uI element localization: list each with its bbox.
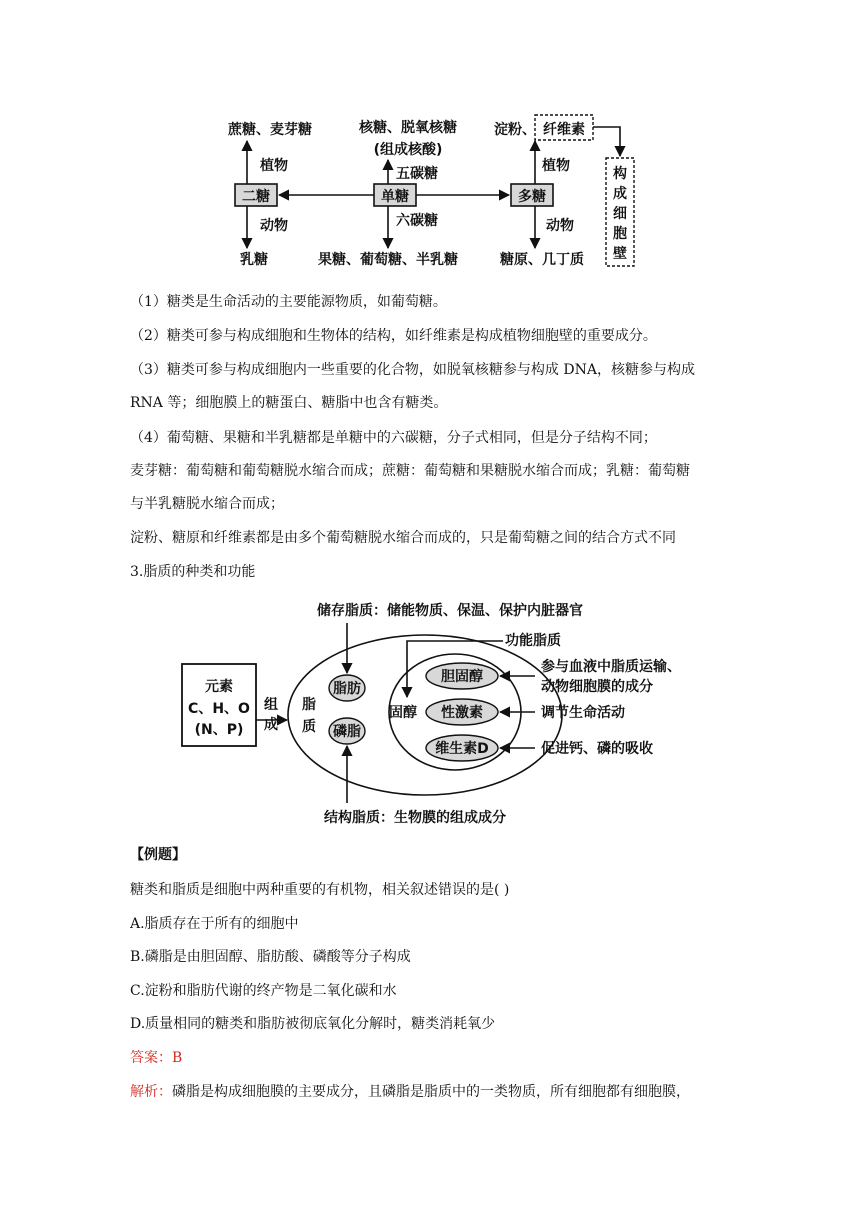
label-lactose: 乳糖 <box>240 252 268 268</box>
analysis-text: 磷脂是构成细胞膜的主要成分，且磷脂是脂质中的一类物质，所有细胞都有细胞膜， <box>172 1084 690 1100</box>
phospholipid-label: 磷脂 <box>333 724 361 740</box>
analysis-line <box>130 1082 690 1102</box>
option-d: D.质量相同的糖类和脂肪被彻底氧化分解时，糖类消耗氧少 <box>130 1016 496 1032</box>
lipid-char: 脂 <box>302 697 316 713</box>
sex-hormone-label: 性激素 <box>441 705 483 721</box>
structural-lipid-text: 结构脂质：生物膜的组成成分 <box>324 810 506 826</box>
label-five-carbon: 五碳糖 <box>396 166 438 182</box>
example-heading: 【例题】 <box>130 847 186 863</box>
label-glycogen-chitin: 糖原、几丁质 <box>500 252 584 268</box>
paragraph-3b: RNA 等；细胞膜上的糖蛋白、糖脂中也含有糖类。 <box>130 395 448 411</box>
hormone-function: 调节生命活动 <box>541 705 625 721</box>
cell-wall-char: 壁 <box>613 246 627 262</box>
analysis-label: 解析： <box>130 1084 172 1100</box>
sterol-label: 固醇 <box>389 705 417 721</box>
functional-lipid-text: 功能脂质 <box>505 633 561 649</box>
paragraph-4a: （4）葡萄糖、果糖和半乳糖都是单糖中的六碳糖，分子式相同，但是分子结构不同； <box>130 430 657 446</box>
lipid-classification-diagram <box>175 597 685 830</box>
label-ribose: 核糖、脱氧核糖 <box>359 120 457 136</box>
paragraph-1: （1）糖类是生命活动的主要能源物质，如葡萄糖。 <box>130 294 447 310</box>
cell-wall-char: 胞 <box>613 226 627 242</box>
element-np: (N、P) <box>194 722 244 738</box>
vitamin-d-label: 维生素D <box>435 741 489 757</box>
label-starch: 淀粉、 <box>494 122 536 138</box>
label-six-carbon: 六碳糖 <box>396 213 438 229</box>
compose-char: 组 <box>264 697 278 713</box>
paragraph-5: 淀粉、糖原和纤维素都是由多个葡萄糖脱水缩合而成的，只是葡萄糖之间的结合方式不同 <box>130 530 676 546</box>
label-animal-right: 动物 <box>546 218 574 234</box>
polysaccharide-label: 多糖 <box>518 189 546 205</box>
storage-lipid-text: 储存脂质：储能物质、保温、保护内脏器官 <box>317 603 583 619</box>
label-animal-left: 动物 <box>260 218 288 234</box>
paragraph-3a: （3）糖类可参与构成细胞内一些重要的化合物，如脱氧核糖参与构成 DNA，核糖参与构成 <box>130 362 695 378</box>
answer-line <box>130 1048 182 1068</box>
label-plant-left: 植物 <box>260 158 288 174</box>
label-cellulose: 纤维素 <box>543 122 585 138</box>
disaccharide-label: 二糖 <box>242 189 270 205</box>
option-c: C.淀粉和脂肪代谢的终产物是二氧化碳和水 <box>130 983 397 999</box>
option-b: B.磷脂是由胆固醇、脂肪酸、磷酸等分子构成 <box>130 949 411 965</box>
cholesterol-label: 胆固醇 <box>441 669 483 685</box>
paragraph-4b: 麦芽糖：葡萄糖和葡萄糖脱水缩合而成；蔗糖：葡萄糖和果糖脱水缩合而成；乳糖：葡萄糖 <box>130 463 690 479</box>
label-sucrose-maltose: 蔗糖、麦芽糖 <box>228 122 312 138</box>
answer-value: B <box>172 1050 183 1066</box>
element-chon: C、H、O <box>188 701 250 717</box>
cell-wall-char: 成 <box>613 186 627 202</box>
element-label: 元素 <box>205 679 233 695</box>
compose-char: 成 <box>264 717 278 733</box>
section-heading-lipids: 3.脂质的种类和功能 <box>130 564 256 580</box>
label-plant-right: 植物 <box>542 158 570 174</box>
cell-wall-char: 细 <box>613 206 627 222</box>
cholesterol-function-1: 参与血液中脂质运输、 <box>541 659 681 675</box>
label-compose-nucleic: (组成核酸) <box>373 142 443 158</box>
paragraph-2: （2）糖类可参与构成细胞和生物体的结构，如纤维素是构成植物细胞壁的重要成分。 <box>130 328 657 344</box>
option-a: A.脂质存在于所有的细胞中 <box>130 916 299 932</box>
fat-label: 脂肪 <box>333 681 361 697</box>
question-stem: 糖类和脂质是细胞中两种重要的有机物，相关叙述错误的是( ) <box>130 882 510 898</box>
label-fructose-glucose: 果糖、葡萄糖、半乳糖 <box>318 252 458 268</box>
cell-wall-char: 构 <box>613 166 627 182</box>
paragraph-4c: 与半乳糖脱水缩合而成； <box>130 496 284 512</box>
cholesterol-function-2: 动物细胞膜的成分 <box>541 679 653 695</box>
sugar-classification-diagram <box>210 108 650 273</box>
monosaccharide-label: 单糖 <box>381 189 409 205</box>
vitamin-d-function: 促进钙、磷的吸收 <box>541 741 653 757</box>
answer-label: 答案： <box>130 1050 172 1066</box>
lipid-char: 质 <box>302 719 316 735</box>
